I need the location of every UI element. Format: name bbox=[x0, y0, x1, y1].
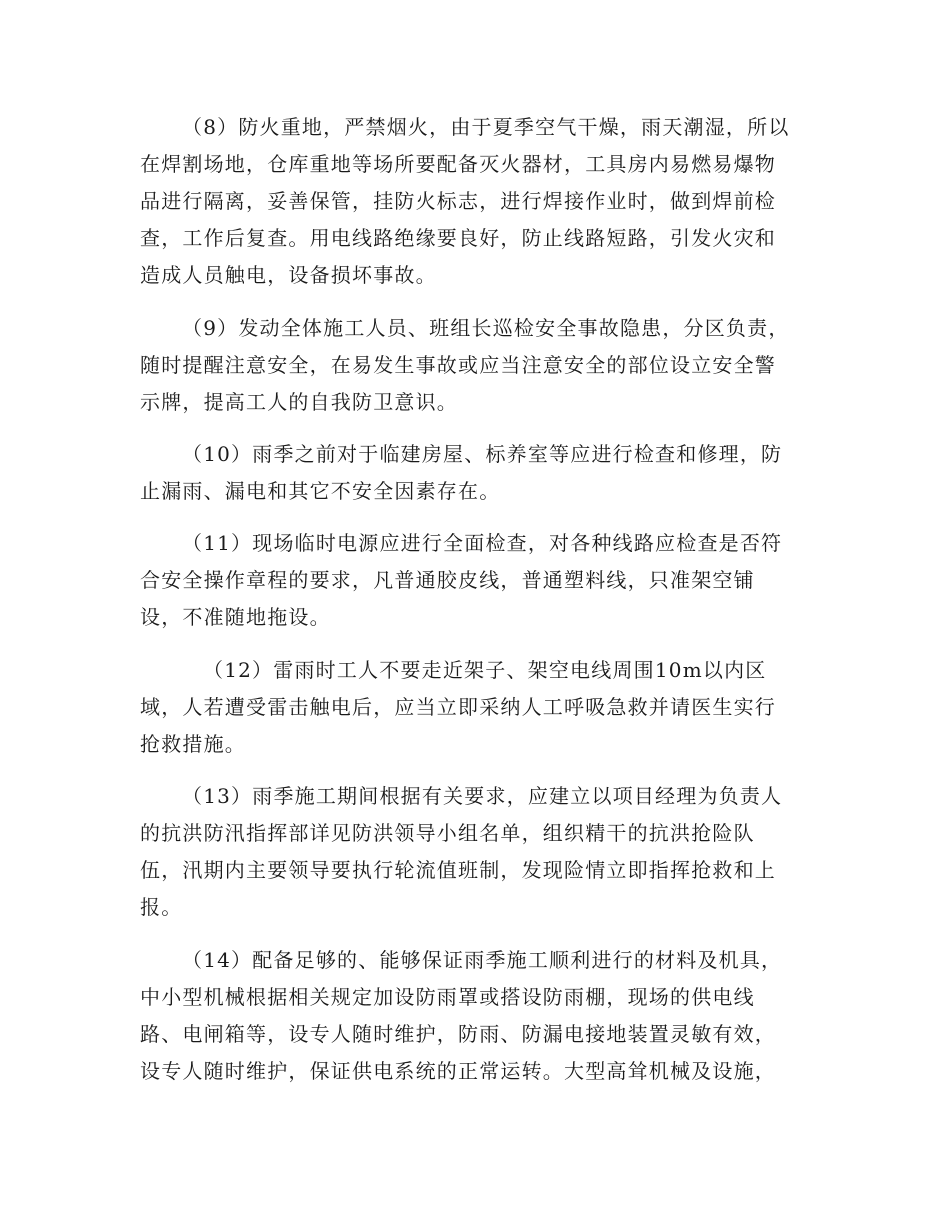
paragraph-14-line-2: 中小型机械根据相关规定加设防雨罩或搭设防雨棚，现场的供电线 bbox=[140, 985, 755, 1009]
paragraph-14-line-3: 路、电闸箱等，设专人随时维护，防雨、防漏电接地装置灵敏有效， bbox=[140, 1022, 776, 1046]
paragraph-9-line-1: （9）发动全体施工人员、班组长巡检安全事故隐患，分区负责， bbox=[182, 316, 790, 340]
paragraph-12-line-2: 域，人若遭受雷击触电后，应当立即采纳人工呼吸急救并请医生实行 bbox=[140, 695, 776, 719]
paragraph-8-line-3: 品进行隔离，妥善保管，挂防火标志，进行焊接作业时，做到焊前检 bbox=[140, 189, 776, 213]
paragraph-8-line-2: 在焊割场地，仓库重地等场所要配备灭火器材，工具房内易燃易爆物 bbox=[140, 152, 776, 176]
paragraph-11-line-2: 合安全操作章程的要求，凡普通胶皮线，普通塑料线，只准架空铺 bbox=[140, 568, 755, 592]
paragraph-8-line-1: （8）防火重地，严禁烟火，由于夏季空气干燥，雨天潮湿，所以 bbox=[182, 115, 790, 139]
paragraph-11-line-3: 设，不准随地拖设。 bbox=[140, 605, 331, 629]
paragraph-8-line-4: 查，工作后复查。用电线路绝缘要良好，防止线路短路，引发火灾和 bbox=[140, 226, 776, 250]
paragraph-13-line-4: 报。 bbox=[140, 895, 183, 919]
paragraph-13-line-2: 的抗洪防汛指挥部详见防洪领导小组名单，组织精干的抗洪抢险队 bbox=[140, 821, 755, 845]
paragraph-8-line-5: 造成人员触电，设备损坏事故。 bbox=[140, 263, 437, 287]
paragraph-10-line-1: （10）雨季之前对于临建房屋、标养室等应进行检查和修理，防 bbox=[182, 442, 783, 466]
paragraph-13-line-1: （13）雨季施工期间根据有关要求，应建立以项目经理为负责人 bbox=[182, 784, 783, 808]
paragraph-9-line-3: 示牌，提高工人的自我防卫意识。 bbox=[140, 390, 458, 414]
paragraph-10-line-2: 止漏雨、漏电和其它不安全因素存在。 bbox=[140, 479, 501, 503]
paragraph-11-line-1: （11）现场临时电源应进行全面检查，对各种线路应检查是否符 bbox=[182, 531, 783, 555]
paragraph-12-line-3: 抢救措施。 bbox=[140, 732, 246, 756]
paragraph-13-line-3: 伍，汛期内主要领导要执行轮流值班制，发现险情立即指挥抢救和上 bbox=[140, 858, 776, 882]
paragraph-14-line-4: 设专人随时维护，保证供电系统的正常运转。大型高耸机械及设施， bbox=[140, 1059, 776, 1083]
paragraph-12-line-1: （12）雷雨时工人不要走近架子、架空电线周围10m以内区 bbox=[203, 658, 767, 682]
paragraph-9-line-2: 随时提醒注意安全，在易发生事故或应当注意安全的部位设立安全警 bbox=[140, 353, 776, 377]
paragraph-14-line-1: （14）配备足够的、能够保证雨季施工顺利进行的材料及机具， bbox=[182, 948, 783, 972]
